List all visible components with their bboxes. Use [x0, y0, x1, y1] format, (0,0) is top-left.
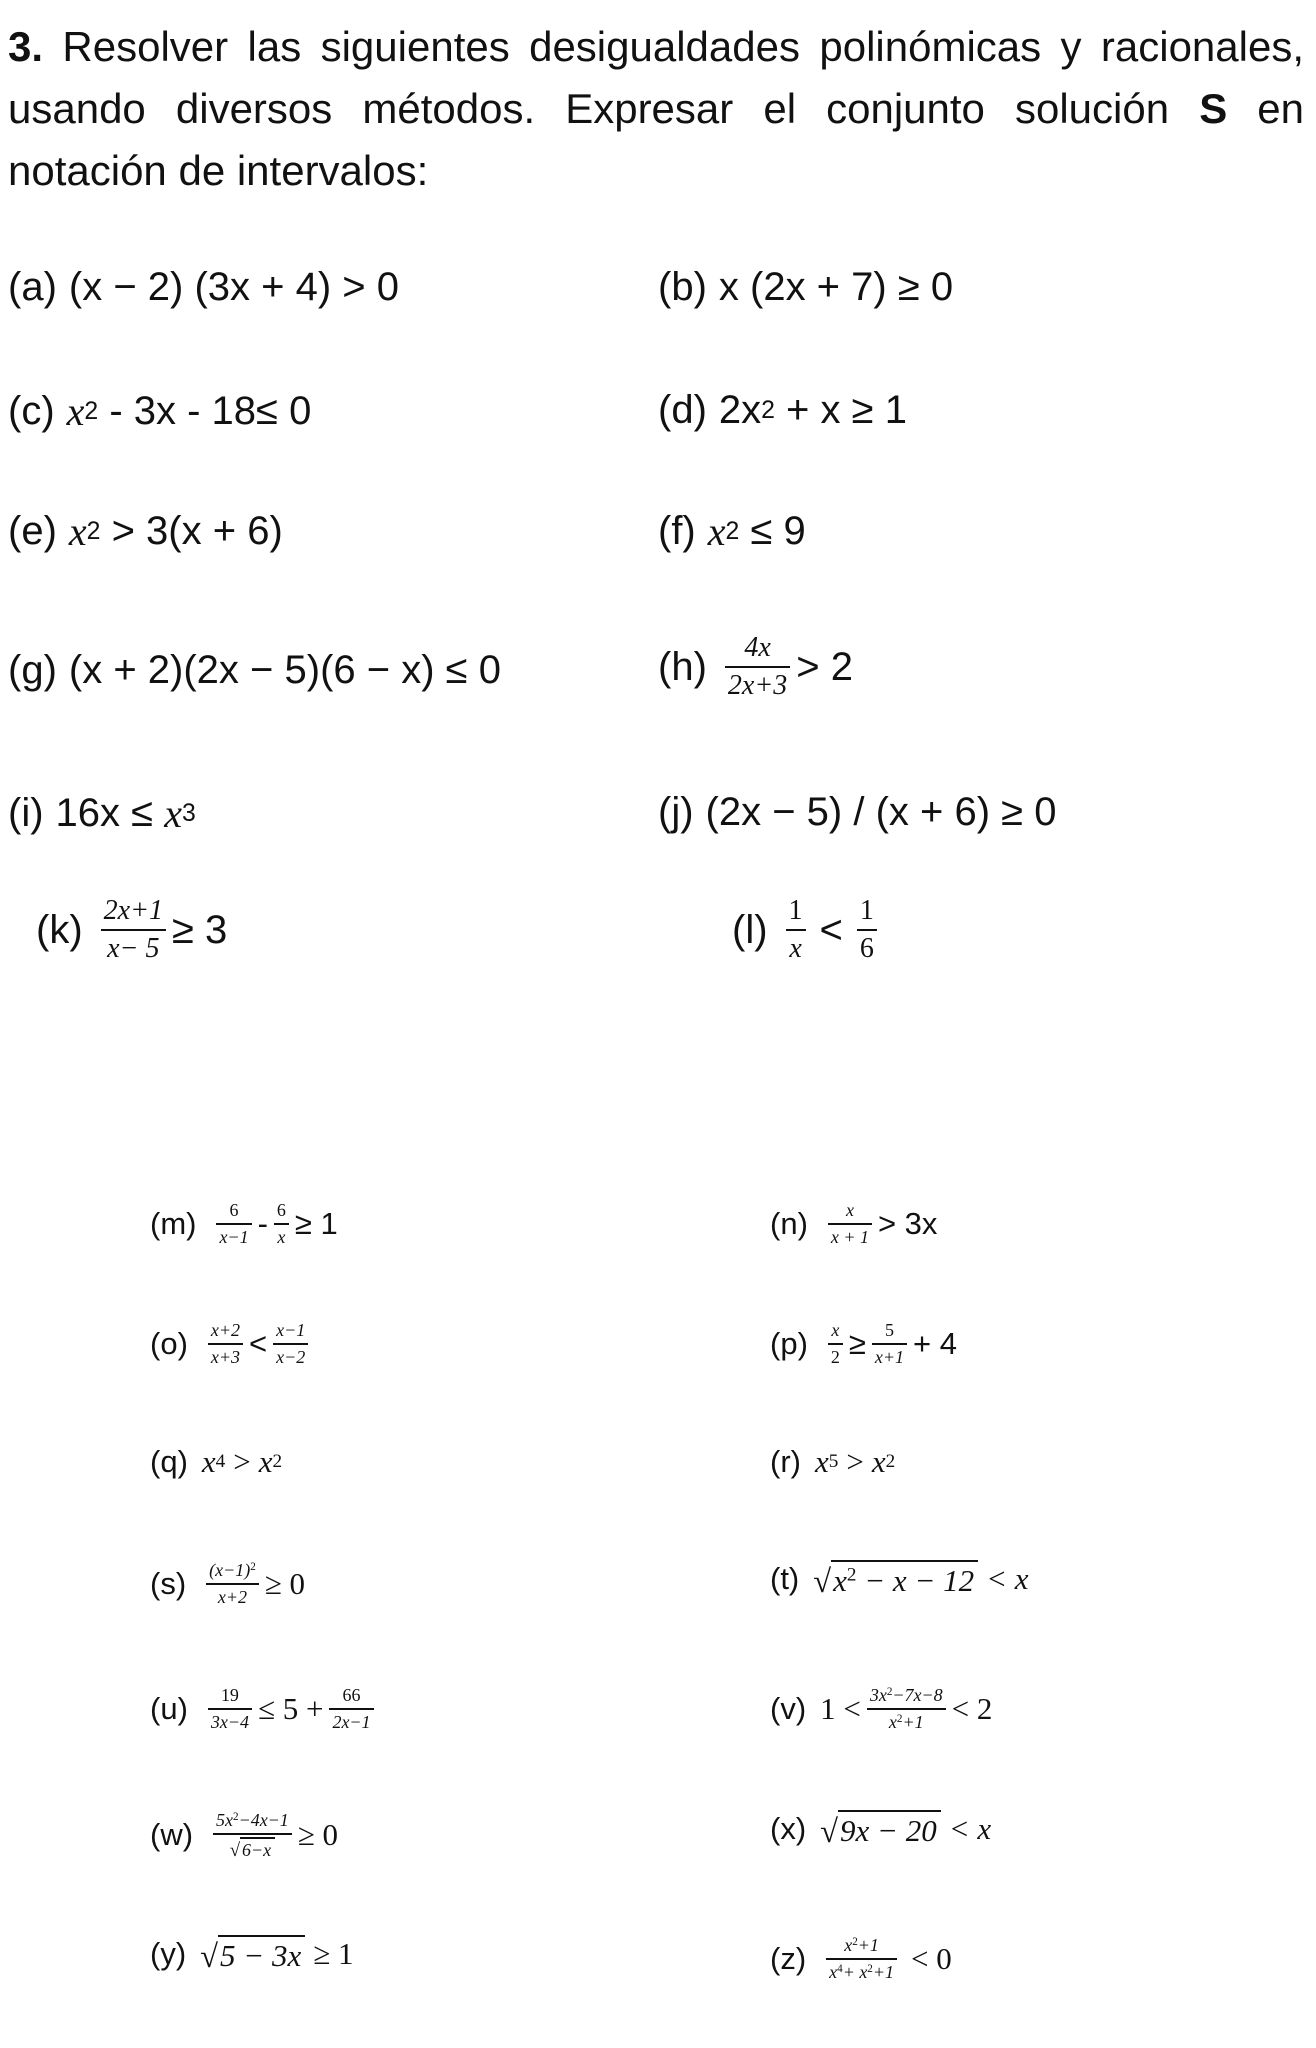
inequality: 2x 2 + x ≥ 1 [718, 388, 907, 432]
problem-b [658, 265, 953, 310]
square-root: √ $x^2 - x - 12$ [813, 1560, 978, 1598]
square-root: √ 6−x [230, 1837, 275, 1861]
inequality: √ $x^2 - x - 12$ < x [813, 1561, 1029, 1600]
fraction: $\frac{x^2+1}{x^4+ x^2+1}$ [826, 1935, 897, 1982]
problem-i [8, 790, 196, 837]
problem-g [8, 648, 501, 693]
fraction: $\frac{1}{6}$ [857, 895, 877, 965]
inequality: $\frac{x}{2}$ ≥ $\frac{5}{x+1}$ + 4 [822, 1320, 957, 1367]
problem-j [658, 790, 1057, 835]
inequality: $\frac{x+2}{x+3}$ < $\frac{x-1}{x-2}$ [202, 1320, 314, 1367]
problem-a [8, 265, 399, 310]
inequality: x 2 - 3x - 18≤ 0 [66, 389, 312, 434]
fraction: $\frac{6}{x}$ [274, 1200, 289, 1247]
problem-label: (h) [658, 644, 707, 689]
problem-z [770, 1935, 960, 1982]
inequality: $\frac{1}{x}$ < $\frac{1}{6}$ [780, 895, 883, 965]
inequality: $5x^2-4x-1$ √ 6−x ≥ 0 [207, 1810, 338, 1860]
problem-t [770, 1560, 1037, 1598]
fraction: $\frac{x-1}{x-2}$ [273, 1320, 308, 1367]
fraction: $\frac{2x+1}{x- 5}$ [101, 895, 166, 965]
fraction: $\frac{1}{x}$ [786, 895, 806, 965]
problem-w [150, 1810, 338, 1860]
problem-label: (m) [150, 1205, 197, 1241]
exercise-number: 3. [8, 23, 44, 70]
problem-label: (c) [8, 389, 55, 433]
problem-s [150, 1560, 305, 1607]
inequality: (2x − 5) / (x + 6) ≥ 0 [705, 790, 1057, 834]
inequality: $\frac{x}{x + 1}$ > 3x [822, 1200, 938, 1247]
problem-label: (d) [658, 388, 707, 432]
inequality: (x + 2)(2x − 5)(6 − x) ≤ 0 [68, 648, 501, 692]
problem-label: (n) [770, 1205, 808, 1241]
inequality: (x − 2) (3x + 4) > 0 [68, 265, 400, 309]
problem-f [658, 508, 806, 555]
inequality: x 5 > x 2 [814, 1444, 896, 1479]
problem-label: (a) [8, 265, 57, 309]
problem-label: (u) [150, 1690, 188, 1726]
exercise-heading [8, 16, 1304, 202]
fraction: $\frac{3x^2-7x-8}{x^2+1}$ [867, 1685, 946, 1732]
problem-label: (e) [8, 509, 57, 553]
problem-v [770, 1685, 992, 1732]
problem-label: (w) [150, 1817, 194, 1853]
problem-l [732, 895, 883, 965]
fraction: $\frac{5}{x+1}$ [872, 1320, 907, 1367]
fraction: $\frac{x+2}{x+3}$ [208, 1320, 243, 1367]
fraction: $\frac{66}{2x-1}$ [329, 1685, 373, 1732]
inequality: √ 5 − 3x ≥ 1 [200, 1936, 354, 1975]
problem-label: (y) [150, 1936, 187, 1972]
inequality: √ 9x − 20 < x [820, 1811, 992, 1850]
problem-r [770, 1444, 895, 1480]
inequality: x (2x + 7) ≥ 0 [718, 265, 954, 309]
problem-y [150, 1935, 361, 1973]
square-root: √ 5 − 3x [200, 1935, 305, 1973]
problem-label: (r) [770, 1444, 801, 1479]
problem-e [8, 508, 283, 555]
problem-label: (j) [658, 790, 694, 834]
heading-text-end: en notación de intervalos: [8, 85, 1305, 194]
problem-label: (q) [150, 1444, 188, 1479]
problem-d [658, 388, 907, 433]
inequality: $\frac{x^2+1}{x^4+ x^2+1}$ < 0 [820, 1935, 960, 1982]
problem-label: (k) [36, 907, 83, 952]
fraction: $5x^2-4x-1$ √ 6−x [213, 1810, 292, 1860]
solution-set-symbol: S [1199, 85, 1228, 132]
inequality: 16x ≤ x 3 [55, 791, 196, 836]
problem-u [150, 1685, 380, 1732]
problem-label: (b) [658, 265, 707, 309]
fraction: $\frac{x}{2}$ [828, 1320, 843, 1367]
problem-label: (p) [770, 1325, 808, 1361]
inequality: x 4 > x 2 [201, 1444, 283, 1479]
problem-label: (g) [8, 648, 57, 692]
square-root: √ 9x − 20 [820, 1810, 941, 1848]
problem-label: (z) [770, 1940, 807, 1976]
problem-m [150, 1200, 338, 1247]
fraction: $\frac{4x}{2x+3}$ [725, 632, 790, 702]
problem-x [770, 1810, 999, 1848]
problem-o [150, 1320, 314, 1367]
inequality: $\frac{2x+1}{x- 5}$ ≥ 3 [95, 895, 228, 965]
problem-label: (l) [732, 907, 768, 952]
heading-text: Resolver las siguientes desigualdades polinómicas y racionales, usando diversos métodos. Expresar el conjunto solución [8, 23, 1304, 132]
problem-label: (o) [150, 1325, 188, 1361]
fraction: $\frac{19}{3x-4}$ [208, 1685, 252, 1732]
problem-label: (f) [658, 509, 696, 553]
problem-label: (v) [770, 1690, 807, 1726]
problem-h [658, 632, 853, 702]
problem-label: (x) [770, 1811, 807, 1847]
problem-p [770, 1320, 957, 1367]
inequality: 1 < $\frac{3x^2-7x-8}{x^2+1}$ < 2 [820, 1685, 993, 1732]
fraction: $\frac{(x-1)^2}{x+2}$ [206, 1560, 259, 1607]
problem-q [150, 1444, 282, 1480]
problem-k [36, 895, 227, 965]
inequality: x 2 ≤ 9 [707, 509, 806, 554]
fraction: $\frac{x}{x + 1}$ [828, 1200, 872, 1247]
inequality: $\frac{19}{3x-4}$ ≤ 5 + $\frac{66}{2x-1}$ [202, 1685, 380, 1732]
problem-c [8, 388, 311, 435]
problem-label: (i) [8, 791, 44, 835]
inequality: $\frac{(x-1)^2}{x+2}$ ≥ 0 [200, 1560, 305, 1607]
problem-n [770, 1200, 937, 1247]
fraction: $\frac{6}{x-1}$ [216, 1200, 251, 1247]
problem-label: (s) [150, 1565, 187, 1601]
inequality: x 2 > 3(x + 6) [68, 509, 283, 554]
inequality: $\frac{6}{x-1}$ - $\frac{6}{x}$ ≥ 1 [210, 1200, 337, 1247]
problem-label: (t) [770, 1561, 800, 1597]
inequality: $\frac{4x}{2x+3}$ > 2 [719, 632, 853, 702]
